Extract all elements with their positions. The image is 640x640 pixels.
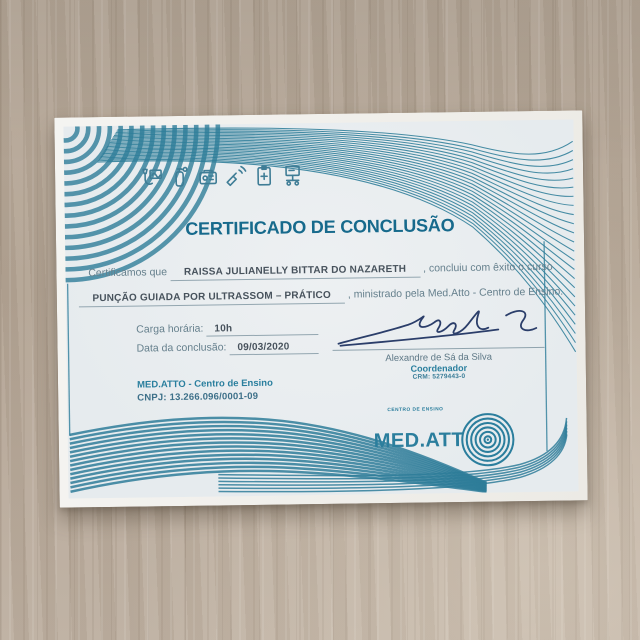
course-name: PUNÇÃO GUIADA POR ULTRASSOM – PRÁTICO: [78, 290, 345, 308]
handwritten-signature: [330, 301, 545, 356]
certificate-title: CERTIFICADO DE CONCLUSÃO: [185, 215, 455, 239]
signature-line: [332, 302, 545, 351]
medical-clipboard-icon: [252, 164, 276, 188]
ultrasound-probe-icon: [140, 165, 164, 189]
completion-date-row: [136, 340, 318, 357]
student-name: RAISSA JULIANELLY BITTAR DO NAZARETH: [170, 264, 420, 281]
medical-icons-row: [140, 163, 304, 189]
issuer-cnpj: CNPJ: 13.266.096/0001-09: [137, 390, 259, 404]
workload-label: Carga horária:: [136, 322, 204, 336]
signer-role: Coordenador: [410, 362, 468, 374]
ultrasound-cart-icon: [280, 163, 304, 187]
oxygen-tank-icon: [168, 165, 192, 189]
issuer-name: MED.ATTO - Centro de Ensino: [136, 377, 273, 391]
workload-value: 10h: [206, 322, 318, 337]
certificate-fields: [136, 321, 319, 362]
body-suffix: , ministrado pela Med.Atto - Centro de Ensino.: [344, 285, 564, 301]
body-middle: , concluiu com êxito o curso: [420, 260, 553, 275]
issuer-block: [137, 378, 273, 404]
certificate-document: [54, 110, 587, 507]
logo-spiral-o-icon: [461, 412, 516, 467]
workload-row: [136, 321, 318, 338]
completion-date-value: 09/03/2020: [229, 341, 318, 355]
completion-date-label: Data da conclusão:: [136, 341, 227, 355]
signer-crm: CRM: 5279443-0: [412, 372, 466, 381]
signature-block: [332, 302, 545, 382]
defibrillator-icon: [196, 164, 220, 188]
body-prefix: Certificamos que: [88, 266, 171, 280]
logo-brand-text: MED.ATT: [373, 428, 465, 452]
logo-brand-row: [373, 412, 554, 469]
transducer-signal-icon: [224, 164, 248, 188]
signer-name: Alexandre de Sá da Silva: [385, 351, 493, 365]
certificate-inner-panel: [63, 119, 578, 498]
medatto-logo: [373, 406, 554, 479]
logo-tagline: CENTRO DE ENSINO: [387, 407, 444, 414]
